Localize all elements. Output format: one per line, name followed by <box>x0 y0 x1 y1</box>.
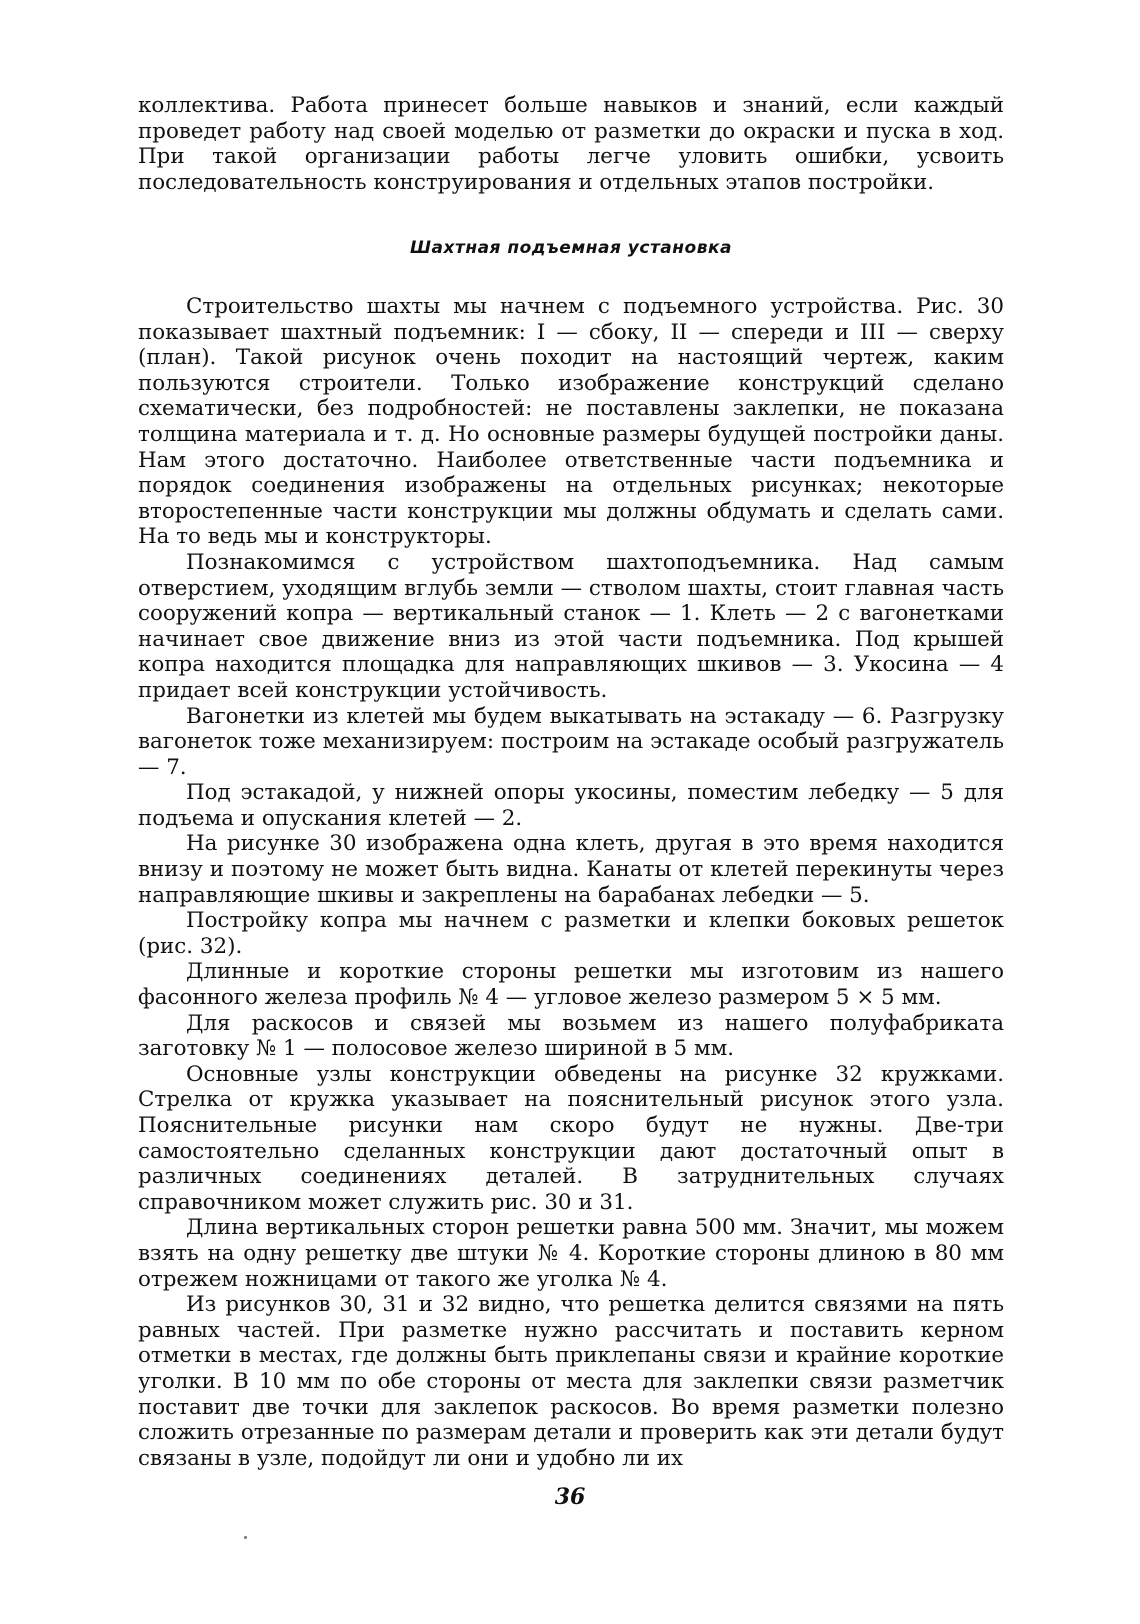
section-heading: Шахтная подъемная установка <box>410 238 732 258</box>
paragraph: Длинные и короткие стороны решетки мы изготовим из нашего фасонного железа профиль № 4 — угловое железо размером 5 × 5 мм. <box>138 959 1004 1011</box>
paragraph: Основные узлы конструкции обведены на рисунке 32 кружками. Стрелка от кружка указывает на пояснительный рисунок этого узла. Пояснительные рисунки нам скоро будут не нужны. Две-три самостоятельно сделанных конструкции дают достаточный опыт в различных соединениях деталей. В затруднительных случаях справочником может служить рис. 30 и 31. <box>138 1061 1004 1215</box>
intro-paragraph: коллектива. Работа принесет больше навыков и знаний, если каждый проведет работу над своей моделью от разметки до окраски и пуска в ход. При такой организации работы легче уловить ошибки, усвоить последовательность конструирования и отдельных этапов постройки. <box>138 93 1004 195</box>
intro-text <box>138 93 1004 195</box>
paragraph: Вагонетки из клетей мы будем выкатывать на эстакаду — 6. Разгрузку вагонеток тоже механизируем: построим на эстакаде особый разгружатель — 7. <box>138 703 1004 780</box>
paragraph: Из рисунков 30, 31 и 32 видно, что решетка делится связями на пять равных частей. При разметке нужно рассчитать и поставить керном отметки в местах, где должны быть приклепаны связи и крайние короткие уголки. В 10 мм по обе стороны от места для заклепки связи разметчик поставит две точки для заклепок раскосов. Во время разметки полезно сложить отрезанные по размерам детали и проверить как эти детали будут связаны в узле, подойдут ли они и удобно ли их <box>138 1292 1004 1471</box>
paragraph: Постройку копра мы начнем с разметки и клепки боковых решеток (рис. 32). <box>138 908 1004 959</box>
paragraph: Познакомимся с устройством шахтоподъемника. Над самым отверстием, уходящим вглубь земли — стволом шахты, стоит главная часть сооружений копра — вертикальный станок — 1. Клеть — 2 с вагонетками начинает свое движение вниз из этой части подъемника. Под крышей копра находится площадка для направляющих шкивов — 3. Укосина — 4 придает всей конструкции устойчивость. <box>138 549 1004 703</box>
page-number: 36 <box>554 1484 586 1510</box>
paragraph: Строительство шахты мы начнем с подъемного устройства. Рис. 30 показывает шахтный подъемник: I — сбоку, II — спереди и III — сверху (план). Такой рисунок очень походит на настоящий чертеж, каким пользуются строители. Только изображение конструкций сделано схематически, без подробностей: не поставлены заклепки, не показана толщина материала и т. д. Но основные размеры будущей постройки даны. Нам этого достаточно. Наиболее ответственные части подъемника и порядок соединения изображены на отдельных рисунках; некоторые второстепенные части конструкции мы должны обдумать и сделать сами. На то ведь мы и конструкторы. <box>138 294 1004 550</box>
paragraph: Под эстакадой, у нижней опоры укосины, поместим лебедку — 5 для подъема и опускания клетей — 2. <box>138 780 1004 831</box>
paragraph: Для раскосов и связей мы возьмем из нашего полуфабриката заготовку № 1 — полосовое железо шириной в 5 мм. <box>138 1010 1004 1062</box>
paragraph: Длина вертикальных сторон решетки равна 500 мм. Значит, мы можем взять на одну решетку две штуки № 4. Короткие стороны длиною в 80 мм отрежем ножницами от такого же уголка № 4. <box>138 1215 1004 1292</box>
scan-speck <box>244 1536 247 1539</box>
main-text <box>138 294 1004 1471</box>
paragraph: На рисунке 30 изображена одна клеть, другая в это время находится внизу и поэтому не может быть видна. Канаты от клетей перекинуты через направляющие шкивы и закреплены на барабанах лебедки — 5. <box>138 831 1004 908</box>
